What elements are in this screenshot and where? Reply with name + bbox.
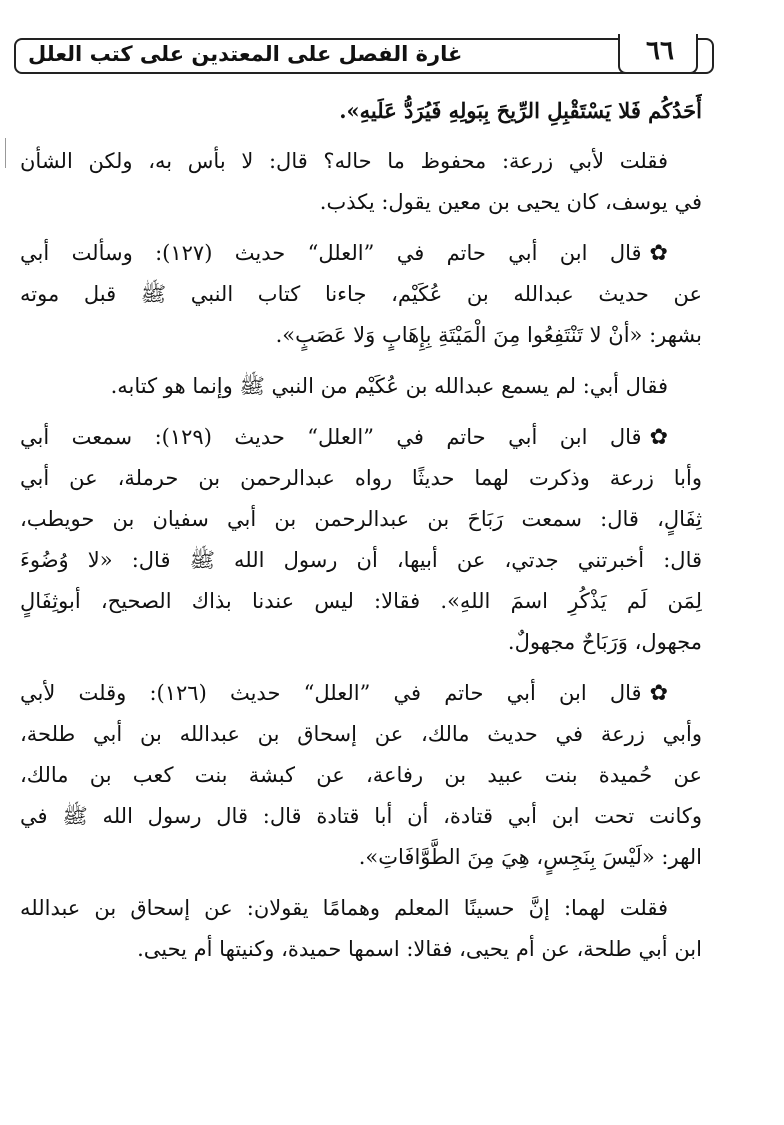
text-line: بشهر: «أنْ لا تَنْتَفِعُوا مِنَ الْمَيْتَةِ بِإِهَابٍ وَلا عَصَبٍ». [275, 323, 702, 347]
text-line: لِمَن لَم يَذْكُرِ اسمَ اللهِ». فقالا: ليس عندنا بذاك الصحيح، أبوثِفَالٍ [20, 589, 702, 613]
text-line: ثِفَالٍ، قال: سمعت رَبَاحَ بن عبدالرحمن بن أبي سفيان بن حويطب، [20, 507, 702, 531]
text-line: فقال أبي: لم يسمع عبدالله بن عُكَيْم من النبي ﷺ وإنما هو كتابه. [110, 374, 668, 398]
text-line: عن حديث عبدالله بن عُكَيْم، جاءنا كتاب النبي ﷺ قبل موته [20, 282, 702, 306]
text-line: في يوسف، كان يحيى بن معين يقول: يكذب. [319, 190, 702, 214]
text-line: ✿قال ابن أبي حاتم في ”العلل“ حديث (١٢٩): سمعت أبي [20, 417, 702, 458]
text-line: الهر: «لَيْسَ بِنَجِسٍ، هِيَ مِنَ الطَّوَّافَاتِ». [358, 845, 702, 869]
page-number: ٦٦ [646, 36, 674, 66]
margin-mark [5, 138, 6, 168]
text-line: وأبي زرعة في حديث مالك، عن إسحاق بن عبدالله بن أبي طلحة، [20, 722, 702, 746]
text-line: فقلت لأبي زرعة: محفوظ ما حاله؟ قال: لا بأس به، ولكن الشأن [20, 149, 668, 173]
text-line: أَحَدُكُم فَلا يَسْتَقْبِلِ الرِّيحَ بِبَولِهِ فَيُرَدُّ عَلَيهِ». [339, 98, 702, 123]
flower-ornament-icon: ✿ [649, 241, 668, 266]
text-line: ✿قال ابن أبي حاتم في ”العلل“ حديث (١٢٦): وقلت لأبي [20, 673, 702, 714]
running-header [14, 38, 714, 76]
text-line: مجهول، وَرَبَاحٌ مجهولٌ. [507, 630, 702, 654]
page-number-box [618, 34, 698, 74]
flower-ornament-icon: ✿ [649, 681, 668, 706]
text-line: ابن أبي طلحة، عن أم يحيى، فقالا: اسمها حميدة، وكنيتها أم يحيى. [137, 937, 702, 961]
text-line: عن حُميدة بنت عبيد بن رفاعة، عن كبشة بنت كعب بن مالك، [20, 763, 702, 787]
text-line: فقلت لهما: إنَّ حسينًا المعلم وهمامًا يقولان: عن إسحاق بن عبدالله [20, 896, 668, 920]
running-title: غارة الفصل على المعتدين على كتب العلل [28, 42, 463, 66]
text-line: قال: أخبرتني جدتي، عن أبيها، أن رسول الله ﷺ قال: «لا وُضُوءَ [20, 548, 702, 572]
text-line: وأبا زرعة وذكرت لهما حديثًا رواه عبدالرحمن بن حرملة، عن أبي [20, 466, 702, 490]
page-body [20, 90, 702, 970]
flower-ornament-icon: ✿ [649, 425, 668, 450]
text-line: وكانت تحت ابن أبي قتادة، أن أبا قتادة قال: قال رسول الله ﷺ في [20, 804, 702, 828]
text-line: ✿قال ابن أبي حاتم في ”العلل“ حديث (١٢٧): وسألت أبي [20, 233, 702, 274]
